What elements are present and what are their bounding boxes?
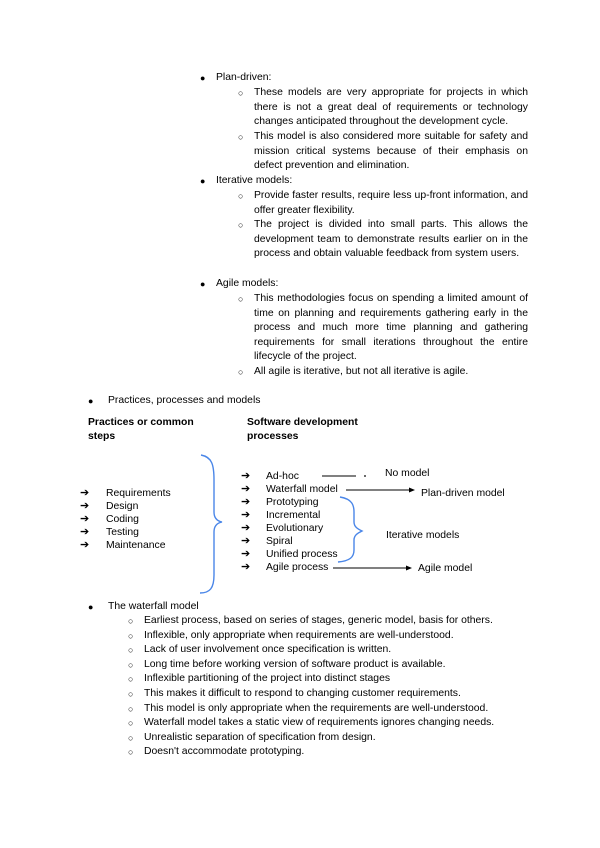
list-item: This model is only appropriate when the requirements are well-understood.	[144, 702, 489, 714]
list-item: Earliest process, based on series of stages, generic model, basis for others.	[144, 615, 493, 626]
bullet-icon: ●	[88, 602, 94, 612]
sub-bullet-icon: ○	[128, 616, 134, 626]
process-incremental: Incremental	[266, 510, 321, 521]
list-item: Long time before working version of software product is available.	[144, 658, 446, 670]
list-item: Doesn't accommodate prototyping.	[144, 746, 305, 758]
step-design: Design	[106, 501, 139, 512]
sub-bullet-icon: ○	[128, 630, 134, 641]
process-evolutionary: Evolutionary	[266, 523, 324, 534]
section-title-iterative: Iterative models:	[216, 175, 293, 186]
sub-bullet-icon: ○	[128, 703, 134, 714]
label-no-model: No model	[385, 468, 430, 479]
arrow-icon: ➔	[241, 548, 251, 560]
list-item: These models are very appropriate for projects in which there is not a great deal of requirements or technology changes anticipated throughout the development cycle.	[254, 87, 528, 128]
arrow-icon: ➔	[241, 470, 251, 482]
arrow-icon: ➔	[80, 526, 90, 538]
step-testing: Testing	[106, 527, 139, 538]
process-unified: Unified process	[266, 549, 338, 560]
arrow-icon: ➔	[241, 509, 251, 521]
list-item: Lack of user involvement once specification is written.	[144, 644, 392, 656]
section-title-plan-driven: Plan-driven:	[216, 72, 272, 83]
process-spiral: Spiral	[266, 536, 293, 547]
bullet-icon: ●	[200, 279, 206, 289]
agile-arrow-head	[406, 566, 412, 571]
process-ad-hoc: Ad-hoc	[266, 471, 299, 482]
step-coding: Coding	[106, 514, 139, 525]
list-item: Inflexible partitioning of the project into distinct stages	[144, 673, 391, 685]
label-agile-model: Agile model	[418, 563, 473, 574]
sub-bullet-icon: ○	[238, 191, 244, 201]
sub-bullet-icon: ○	[128, 645, 134, 656]
arrow-icon: ➔	[80, 500, 90, 512]
arrow-icon: ➔	[241, 496, 251, 508]
arrow-icon: ➔	[80, 513, 90, 525]
list-item: Unrealistic separation of specification from design.	[144, 731, 376, 743]
step-requirements: Requirements	[106, 488, 171, 499]
list-item: This model is also considered more suitable for safety and mission critical systems because of their emphasis on defect prevention and elimination.	[254, 131, 528, 172]
list-item: All agile is iterative, but not all iterative is agile.	[254, 366, 469, 377]
bullet-icon: ●	[200, 73, 206, 83]
sub-bullet-icon: ○	[128, 659, 134, 670]
waterfall-title: The waterfall model	[108, 601, 199, 612]
sub-bullet-icon: ○	[238, 220, 244, 230]
section-title-agile: Agile models:	[216, 278, 279, 289]
sub-bullet-icon: ○	[128, 689, 134, 699]
sub-bullet-icon: ○	[128, 674, 134, 685]
big-brace	[200, 455, 222, 593]
sub-bullet-icon: ○	[238, 132, 244, 142]
label-plan-driven: Plan-driven model	[421, 488, 505, 499]
bullet-icon: ●	[88, 396, 94, 406]
iterative-brace	[338, 497, 362, 562]
arrow-icon: ➔	[80, 487, 90, 499]
process-prototyping: Prototyping	[266, 497, 319, 508]
plan-arrow-head	[409, 488, 415, 493]
sub-bullet-icon: ○	[238, 88, 244, 98]
sub-bullet-icon: ○	[128, 732, 134, 743]
label-iterative: Iterative models	[386, 530, 460, 541]
sub-bullet-icon: ○	[128, 718, 134, 729]
arrow-icon: ➔	[241, 522, 251, 534]
sub-bullet-icon: ○	[128, 747, 134, 758]
list-item: This methodologies focus on spending a limited amount of time on planning and requirements gathering early in the process and much more time planning and gathering requirements for small iterations throughout the entire lifecycle of the project.	[254, 293, 528, 363]
list-item: Provide faster results, require less up-front information, and offer greater flexibility.	[254, 190, 528, 216]
list-item: The project is divided into small parts. This allows the development team to demonstrate results earlier on in the process and obtain valuable feedback from system users.	[254, 219, 528, 260]
process-agile: Agile process	[266, 562, 329, 573]
process-waterfall: Waterfall model	[266, 484, 338, 495]
sub-bullet-icon: ○	[238, 367, 244, 377]
step-maintenance: Maintenance	[106, 540, 166, 551]
ad-hoc-dot	[364, 475, 366, 477]
bullet-icon: ●	[200, 176, 206, 186]
arrow-icon: ➔	[241, 561, 251, 573]
arrow-icon: ➔	[241, 535, 251, 547]
diagram-left-heading: Practices or common steps	[88, 417, 194, 442]
sub-bullet-icon: ○	[238, 294, 244, 304]
diagram-right-heading: Software development processes	[247, 417, 358, 442]
arrow-icon: ➔	[241, 483, 251, 495]
list-item: This makes it difficult to respond to changing customer requirements.	[144, 688, 461, 699]
arrow-icon: ➔	[80, 539, 90, 551]
list-item: Waterfall model takes a static view of requirements ignores changing needs.	[144, 717, 495, 729]
list-item: Inflexible, only appropriate when requirements are well-understood.	[144, 629, 454, 641]
practices-heading: Practices, processes and models	[108, 395, 261, 406]
